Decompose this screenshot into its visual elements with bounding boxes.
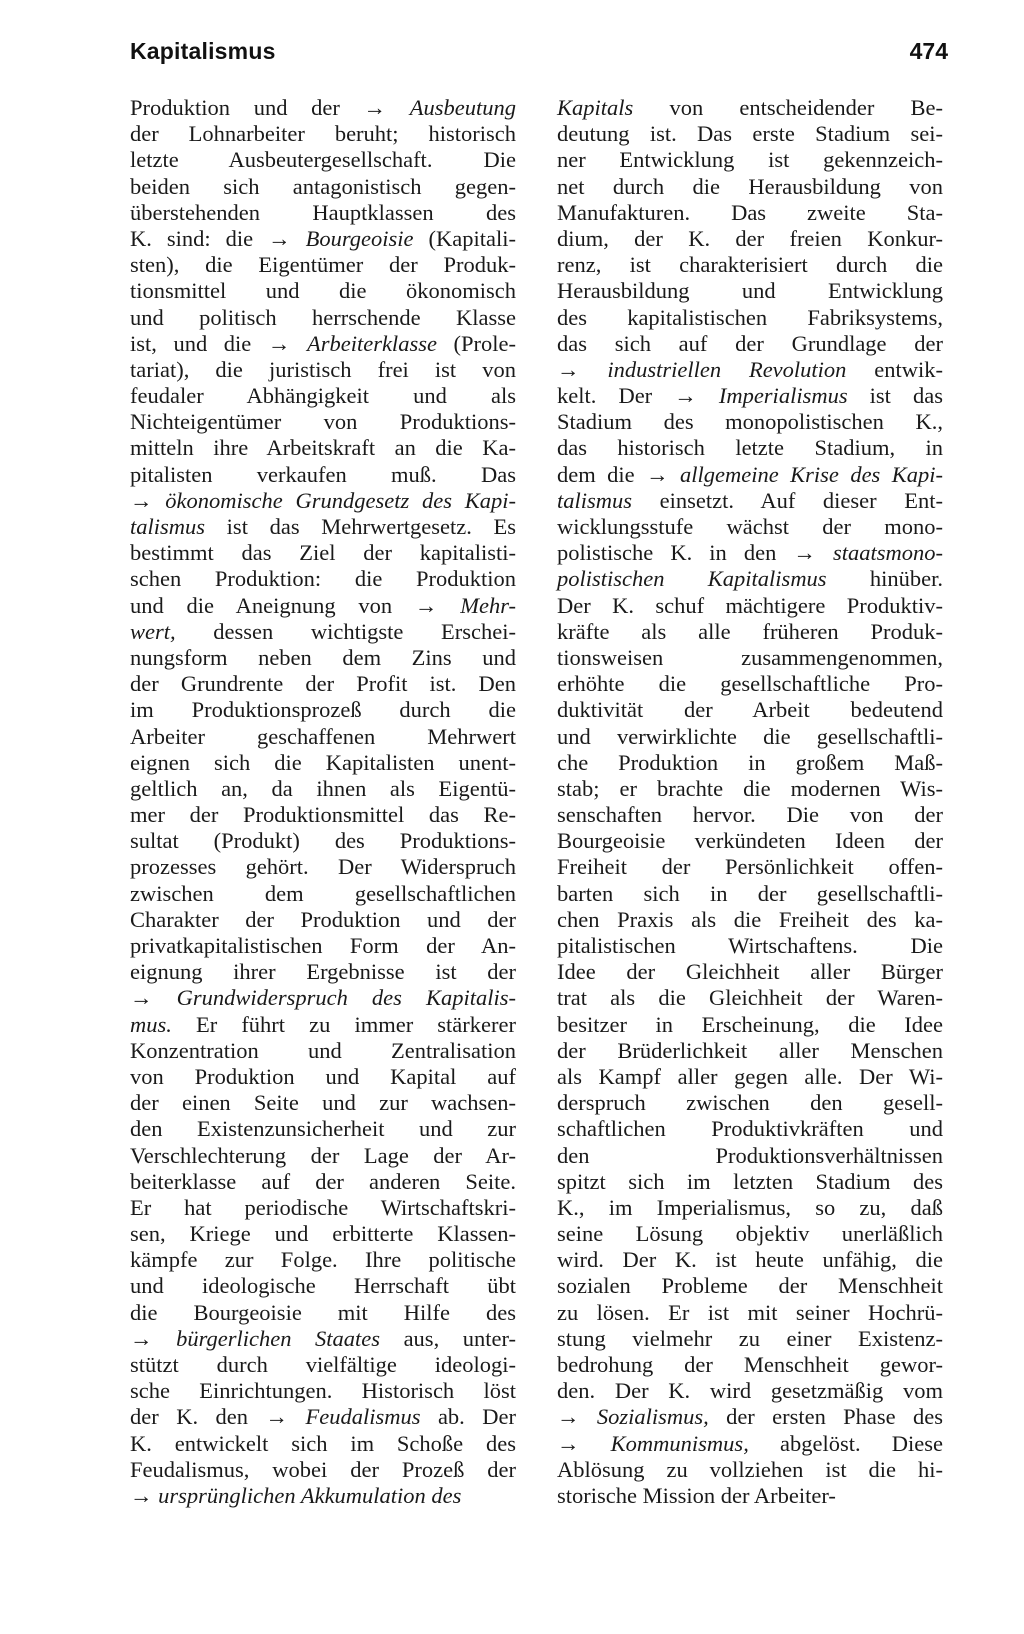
- text-run: →: [130, 487, 166, 513]
- text-line: [130, 1352, 516, 1378]
- text-line: [130, 1143, 516, 1169]
- text-line: [557, 121, 943, 147]
- text-run: Nichteigentümer von Produktions-: [130, 409, 516, 435]
- italic-term: talismus: [557, 487, 633, 513]
- text-run: trat als die Gleichheit der Waren-: [557, 985, 943, 1011]
- text-run: dessen wichtigste Erschei-: [175, 618, 516, 644]
- italic-term: wert,: [130, 618, 176, 644]
- text-run: Freiheit der Persönlichkeit offen-: [557, 854, 943, 880]
- text-run: und ideologische Herrschaft übt: [130, 1273, 516, 1299]
- text-line: [130, 1012, 516, 1038]
- text-line: [130, 435, 516, 461]
- text-run: ist das: [847, 383, 943, 409]
- text-line: [557, 488, 943, 514]
- text-run: aus, unter-: [380, 1325, 517, 1351]
- text-line: [130, 566, 516, 592]
- italic-term: Bourgeoisie: [305, 225, 414, 251]
- text-run: besitzer in Erscheinung, die Idee: [557, 1011, 943, 1037]
- text-line: [130, 854, 516, 880]
- text-run: ist, und die →: [130, 330, 307, 356]
- text-run: Er führt zu immer stärkerer: [171, 1011, 516, 1037]
- text-line: [557, 1247, 943, 1273]
- text-run: renz, ist charakterisiert durch die: [557, 252, 943, 278]
- text-run: im Produktionsprozeß durch die: [130, 697, 516, 723]
- text-line: [130, 1431, 516, 1457]
- text-run: der K. den →: [130, 1404, 306, 1430]
- text-run: eignung ihrer Ergebnisse ist der: [130, 959, 516, 985]
- text-line: [130, 828, 516, 854]
- italic-term: Imperialismus: [718, 383, 848, 409]
- text-line: [557, 959, 943, 985]
- text-run: nungsform neben dem Zins und: [130, 644, 516, 670]
- text-run: sche Einrichtungen. Historisch löst: [130, 1378, 516, 1404]
- text-run: Produktion und der →: [130, 95, 410, 120]
- text-line: [557, 95, 943, 121]
- text-line: [557, 1326, 943, 1352]
- text-line: [130, 1247, 516, 1273]
- text-line: [130, 985, 516, 1011]
- text-run: Feudalismus, wobei der Prozeß der: [130, 1456, 516, 1482]
- italic-term: Grundwiderspruch des Kapitalis-: [176, 985, 516, 1011]
- left-text-column: [130, 95, 516, 1509]
- italic-term: bürgerlichen Staates: [176, 1325, 381, 1351]
- text-run: den. Der K. wird gesetzmäßig vom: [557, 1378, 943, 1404]
- text-run: (Kapitali-: [413, 225, 516, 251]
- italic-term: Sozialismus,: [596, 1404, 709, 1430]
- text-line: [557, 697, 943, 723]
- text-line: [557, 305, 943, 331]
- text-run: wicklungsstufe wächst der mono-: [557, 514, 943, 539]
- text-line: [130, 121, 516, 147]
- text-run: stützt durch vielfältige ideologi-: [130, 1352, 516, 1377]
- text-run: ist das Mehrwertgesetz. Es: [205, 514, 516, 539]
- text-line: [557, 514, 943, 540]
- text-line: [130, 174, 516, 200]
- text-line: [130, 645, 516, 671]
- italic-term: Kapitals: [557, 95, 634, 120]
- italic-term: Mehr-: [460, 592, 516, 618]
- text-line: [557, 409, 943, 435]
- text-run: beiden sich antagonistisch gegen-: [130, 173, 516, 199]
- text-line: [557, 1169, 943, 1195]
- text-line: [557, 1143, 943, 1169]
- text-line: [130, 671, 516, 697]
- text-run: mer der Produktionsmittel das Re-: [130, 802, 516, 828]
- text-run: chen Praxis als die Freiheit des ka-: [557, 906, 943, 932]
- italic-term: staatsmono-: [832, 540, 943, 566]
- text-run: Konzentration und Zentralisation: [130, 1037, 516, 1063]
- text-run: net durch die Herausbildung von: [557, 173, 943, 199]
- text-line: [557, 645, 943, 671]
- text-line: [557, 1273, 943, 1299]
- text-line: [557, 200, 943, 226]
- text-line: [557, 252, 943, 278]
- text-line: [130, 881, 516, 907]
- text-run: K. entwickelt sich im Schoße des: [130, 1430, 516, 1456]
- text-run: der einen Seite und zur wachsen-: [130, 1090, 516, 1116]
- text-run: barten sich in der gesellschaftli-: [557, 880, 943, 906]
- italic-term: Feudalismus: [305, 1404, 421, 1430]
- text-line: [130, 1116, 516, 1142]
- text-run: überstehenden Hauptklassen des: [130, 199, 516, 225]
- text-line: [130, 95, 516, 121]
- text-run: K. sind: die →: [130, 225, 306, 251]
- text-run: abgelöst. Diese: [748, 1430, 943, 1456]
- text-line: [557, 750, 943, 776]
- text-run: einsetzt. Auf dieser Ent-: [632, 487, 943, 513]
- text-line: [130, 540, 516, 566]
- text-run: Der K. schuf mächtigere Produktiv-: [557, 592, 943, 618]
- text-run: Er hat periodische Wirtschaftskri-: [130, 1194, 516, 1220]
- text-line: [130, 200, 516, 226]
- text-line: [557, 540, 943, 566]
- text-run: ner Entwicklung ist gekennzeich-: [557, 147, 943, 173]
- text-run: zwischen dem gesellschaftlichen: [130, 880, 516, 906]
- text-line: [557, 1116, 943, 1142]
- text-line: [557, 1483, 943, 1509]
- text-line: [557, 671, 943, 697]
- text-run: wird. Der K. ist heute unfähig, die: [557, 1247, 943, 1273]
- text-run: letzte Ausbeutergesellschaft. Die: [130, 147, 516, 173]
- text-line: [557, 724, 943, 750]
- text-line: [557, 1038, 943, 1064]
- text-line: [557, 1352, 943, 1378]
- text-line: [130, 278, 516, 304]
- italic-term: talismus: [130, 514, 206, 539]
- text-line: [557, 776, 943, 802]
- text-run: sozialen Probleme der Menschheit: [557, 1273, 943, 1299]
- text-run: schen Produktion: die Produktion: [130, 566, 516, 592]
- text-line: [557, 907, 943, 933]
- text-run: tionsmittel und die ökonomisch: [130, 278, 516, 304]
- text-run: Bourgeoisie verkündeten Ideen der: [557, 828, 943, 854]
- text-run: stab; er brachte die modernen Wis-: [557, 775, 943, 801]
- italic-term: ursprünglichen Akkumulation des: [158, 1482, 462, 1508]
- text-run: tionsweisen zusammengenommen,: [557, 644, 943, 670]
- text-run: der Brüderlichkeit aller Menschen: [557, 1037, 943, 1063]
- text-line: [557, 1064, 943, 1090]
- text-line: [557, 331, 943, 357]
- text-line: [557, 357, 943, 383]
- text-line: [130, 593, 516, 619]
- text-line: [557, 985, 943, 1011]
- running-head-keyword: Kapitalismus: [130, 38, 276, 64]
- text-line: [557, 566, 943, 592]
- text-run: der Lohnarbeiter beruht; historisch: [130, 121, 516, 147]
- text-run: Arbeiter geschaffenen Mehrwert: [130, 723, 516, 749]
- text-run: derspruch zwischen den gesell-: [557, 1090, 943, 1116]
- text-line: [130, 514, 516, 540]
- text-line: [557, 1012, 943, 1038]
- text-line: [130, 1064, 516, 1090]
- text-line: [557, 462, 943, 488]
- text-line: [557, 1431, 943, 1457]
- text-run: Idee der Gleichheit aller Bürger: [557, 959, 943, 985]
- text-run: Charakter der Produktion und der: [130, 906, 516, 932]
- text-run: und politisch herrschende Klasse: [130, 304, 516, 330]
- text-run: →: [557, 356, 608, 382]
- text-run: sten), die Eigentümer der Produk-: [130, 252, 516, 278]
- text-line: [130, 1090, 516, 1116]
- text-run: →: [130, 1482, 159, 1508]
- text-run: Ablösung zu vollziehen ist die hi-: [557, 1456, 943, 1482]
- page-number: 474: [909, 38, 948, 64]
- text-run: storische Mission der Arbeiter-: [557, 1482, 836, 1508]
- text-run: ab. Der: [420, 1404, 516, 1430]
- text-run: beiterklasse auf der anderen Seite.: [130, 1168, 516, 1194]
- right-text-column: [557, 95, 943, 1509]
- text-run: der ersten Phase des: [708, 1404, 943, 1430]
- text-run: →: [557, 1404, 597, 1430]
- text-run: stung vielmehr zu einer Existenz-: [557, 1325, 943, 1351]
- text-run: zu lösen. Er ist mit seiner Hochrü-: [557, 1299, 943, 1325]
- text-run: sultat (Produkt) des Produktions-: [130, 828, 516, 854]
- text-line: [557, 854, 943, 880]
- text-run: des kapitalistischen Fabriksystems,: [557, 304, 943, 330]
- text-line: [130, 724, 516, 750]
- text-line: [130, 1221, 516, 1247]
- text-line: [130, 1273, 516, 1299]
- text-run: mitteln ihre Arbeitskraft an die Ka-: [130, 435, 516, 461]
- text-run: als Kampf aller gegen alle. Der Wi-: [557, 1063, 943, 1089]
- text-line: [130, 331, 516, 357]
- text-run: →: [130, 985, 177, 1011]
- text-run: von Produktion und Kapital auf: [130, 1063, 516, 1089]
- text-run: seine Lösung objektiv unerläßlich: [557, 1221, 943, 1247]
- text-run: die Bourgeoisie mit Hilfe des: [130, 1299, 516, 1325]
- italic-term: industriellen Revolution: [607, 356, 847, 382]
- text-run: sen, Kriege und erbitterte Klassen-: [130, 1221, 516, 1247]
- text-run: Herausbildung und Entwicklung: [557, 278, 943, 304]
- text-line: [130, 252, 516, 278]
- italic-term: allgemeine Krise des Kapi-: [680, 461, 943, 487]
- text-run: pitalistischen Wirtschaftens. Die: [557, 933, 943, 958]
- text-run: geltlich an, da ihnen als Eigentü-: [130, 775, 516, 801]
- text-line: [557, 881, 943, 907]
- text-line: [130, 802, 516, 828]
- text-run: entwik-: [846, 356, 944, 382]
- text-line: [130, 1404, 516, 1430]
- text-run: kelt. Der →: [557, 383, 719, 409]
- text-run: senschaften hervor. Die von der: [557, 802, 943, 828]
- text-run: eignen sich die Kapitalisten unent-: [130, 749, 516, 775]
- text-line: [557, 933, 943, 959]
- text-line: [557, 802, 943, 828]
- text-run: dem die →: [557, 461, 680, 487]
- text-run: und die Aneignung von →: [130, 592, 461, 618]
- italic-term: Ausbeutung: [409, 95, 516, 120]
- text-line: [130, 1038, 516, 1064]
- text-line: [130, 619, 516, 645]
- text-run: den Existenzunsicherheit und zur: [130, 1116, 516, 1142]
- text-run: schaftlichen Produktivkräften und: [557, 1116, 943, 1142]
- text-run: spitzt sich im letzten Stadium des: [557, 1168, 943, 1194]
- text-line: [130, 462, 516, 488]
- text-line: [130, 305, 516, 331]
- text-line: [130, 383, 516, 409]
- text-run: den Produktionsverhältnissen: [557, 1142, 943, 1168]
- text-line: [557, 619, 943, 645]
- text-run: prozesses gehört. Der Widerspruch: [130, 854, 516, 880]
- text-run: duktivität der Arbeit bedeutend: [557, 697, 943, 723]
- text-line: [130, 357, 516, 383]
- text-run: feudaler Abhängigkeit und als: [130, 383, 516, 409]
- text-run: K., im Imperialismus, so zu, daß: [557, 1194, 943, 1220]
- text-run: →: [130, 1325, 177, 1351]
- text-run: bedrohung der Menschheit gewor-: [557, 1352, 943, 1377]
- text-line: [130, 1195, 516, 1221]
- text-run: und verwirklichte die gesellschaftli-: [557, 723, 943, 749]
- italic-term: polistischen Kapitalismus: [557, 566, 827, 592]
- text-run: das historisch letzte Stadium, in: [557, 435, 943, 461]
- text-run: che Produktion in großem Maß-: [557, 749, 943, 775]
- text-run: polistische K. in den →: [557, 540, 833, 566]
- text-run: bestimmt das Ziel der kapitalisti-: [130, 540, 516, 566]
- text-line: [557, 278, 943, 304]
- italic-term: Arbeiterklasse: [306, 330, 437, 356]
- text-line: [557, 147, 943, 173]
- text-line: [557, 1195, 943, 1221]
- text-line: [557, 1221, 943, 1247]
- text-line: [557, 1404, 943, 1430]
- text-line: [130, 750, 516, 776]
- text-line: [557, 383, 943, 409]
- text-run: hinüber.: [826, 566, 943, 592]
- text-run: das sich auf der Grundlage der: [557, 330, 943, 356]
- text-line: [130, 1300, 516, 1326]
- text-run: von entscheidender Be-: [633, 95, 943, 120]
- text-line: [130, 1378, 516, 1404]
- text-line: [130, 1457, 516, 1483]
- text-line: [130, 488, 516, 514]
- text-run: →: [557, 1430, 611, 1456]
- text-line: [130, 959, 516, 985]
- text-line: [130, 697, 516, 723]
- text-line: [557, 1457, 943, 1483]
- text-line: [130, 1483, 516, 1509]
- text-run: der Grundrente der Profit ist. Den: [130, 671, 516, 697]
- text-run: erhöhte die gesellschaftliche Pro-: [557, 671, 943, 697]
- text-line: [130, 226, 516, 252]
- text-line: [557, 828, 943, 854]
- text-line: [557, 1090, 943, 1116]
- text-line: [130, 1326, 516, 1352]
- text-line: [130, 409, 516, 435]
- text-line: [130, 1169, 516, 1195]
- text-line: [130, 147, 516, 173]
- text-run: deutung ist. Das erste Stadium sei-: [557, 121, 943, 147]
- text-run: pitalisten verkaufen muß. Das: [130, 461, 516, 487]
- text-run: kämpfe zur Folge. Ihre politische: [130, 1247, 516, 1273]
- text-line: [130, 776, 516, 802]
- text-line: [557, 435, 943, 461]
- text-run: Verschlechterung der Lage der Ar-: [130, 1142, 516, 1168]
- text-run: Manufakturen. Das zweite Sta-: [557, 199, 943, 225]
- italic-term: ökonomische Grundgesetz des Kapi-: [165, 487, 517, 513]
- text-line: [557, 226, 943, 252]
- text-run: dium, der K. der freien Konkur-: [557, 225, 943, 251]
- text-line: [557, 593, 943, 619]
- text-run: tariat), die juristisch frei ist von: [130, 356, 516, 382]
- text-line: [557, 174, 943, 200]
- text-run: privatkapitalistischen Form der An-: [130, 933, 516, 958]
- italic-term: mus.: [130, 1011, 172, 1037]
- text-run: (Prole-: [436, 330, 517, 356]
- text-line: [557, 1300, 943, 1326]
- text-run: kräfte als alle früheren Produk-: [557, 618, 943, 644]
- text-line: [557, 1378, 943, 1404]
- text-line: [130, 933, 516, 959]
- italic-term: Kommunismus,: [610, 1430, 749, 1456]
- text-run: Stadium des monopolistischen K.,: [557, 409, 943, 435]
- text-line: [130, 907, 516, 933]
